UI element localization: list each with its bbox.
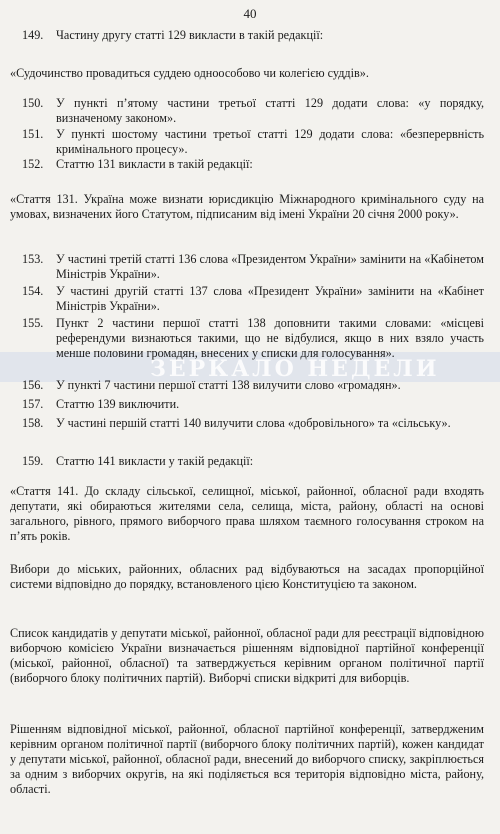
item-number: 158. bbox=[22, 416, 44, 430]
item-text: Статтю 141 викласти у такій редакції: bbox=[56, 454, 254, 468]
item-text: У частині другій статті 137 слова «Президент України» замінити на «Кабінет Міністрів України». bbox=[56, 284, 484, 313]
item-number: 154. bbox=[22, 284, 44, 298]
list-item bbox=[22, 96, 484, 126]
item-text: Пункт 2 частини першої статті 138 доповнити такими словами: «місцеві референдуми визнаються такими, що не відбулися, якщо в них взяло участь менше половини громадян, внесених у списки для голосування». bbox=[56, 316, 484, 360]
quote-article-141-part-2: Вибори до міських, районних, обласних рад відбуваються на засадах пропорційної системи відповідно до порядку, встановленого цією Конституцією та законом. bbox=[10, 562, 484, 591]
quote-article-141-part-3: Список кандидатів у депутати міської, районної, обласної ради для реєстрації відповідною виборчою комісією України визначається рішенням відповідної партійної конференції (міської, районної, обласної) та затверджується керівним органом політичної партії (виборчого блоку політичних партій). Виборчі списки відкриті для виборців. bbox=[10, 626, 484, 685]
item-text: У частині першій статті 140 вилучити слова «добровільного» та «сільську». bbox=[56, 416, 451, 430]
item-text: У пункті п’ятому частини третьої статті 129 додати слова: «у порядку, визначеному законом». bbox=[56, 96, 484, 125]
item-number: 150. bbox=[22, 96, 44, 110]
quote-article-141-part-4: Рішенням відповідної міської, районної, обласної партійної конференції, затвердженим керівним органом політичної партії (виборчого блоку політичних партій), кожен кандидат у депутати міської, районної, обласної ради, внесений до виборчого списку, закріплюється за одним з виборчих округів, на які поділяється вся територія відповідно міста, району, області. bbox=[10, 722, 484, 796]
item-number: 151. bbox=[22, 127, 44, 141]
page-number: 40 bbox=[243, 6, 257, 21]
quote-article-131: «Стаття 131. Україна може визнати юрисдикцію Міжнародного кримінального суду на умовах, визначених його Статутом, підписаним від імені України 20 січня 2000 року». bbox=[10, 192, 484, 221]
item-text: Частину другу статті 129 викласти в такій редакції: bbox=[56, 28, 324, 42]
item-number: 152. bbox=[22, 157, 44, 171]
quote-article-129: «Судочинство провадиться суддею одноособово чи колегією суддів». bbox=[10, 66, 369, 80]
watermark-text: ЗЕРКАЛО НЕДЕЛИ bbox=[150, 356, 440, 382]
item-text: У частині третій статті 136 слова «Президентом України» замінити на «Кабінетом Міністрів України». bbox=[56, 252, 484, 281]
item-text: Статтю 131 викласти в такій редакції: bbox=[56, 157, 253, 171]
quote-article-141-part-1: «Стаття 141. До складу сільської, селищної, міської, районної, обласної ради входять депутати, які обираються жителями села, селища, міста, району, області на основі загального, рівного, прямого виборчого права шляхом таємного голосування строком на п’ять років. bbox=[10, 484, 484, 543]
item-text: Статтю 139 виключити. bbox=[56, 397, 180, 411]
item-number: 149. bbox=[22, 28, 44, 42]
item-number: 155. bbox=[22, 316, 44, 330]
item-number: 156. bbox=[22, 378, 44, 392]
item-text: У пункті шостому частини третьої статті 129 додати слова: «безперервність кримінального процесу». bbox=[56, 127, 484, 156]
item-number: 157. bbox=[22, 397, 44, 411]
item-number: 153. bbox=[22, 252, 44, 266]
item-number: 159. bbox=[22, 454, 44, 468]
item-text: У пункті 7 частини першої статті 138 вилучити слово «громадян». bbox=[56, 378, 401, 392]
